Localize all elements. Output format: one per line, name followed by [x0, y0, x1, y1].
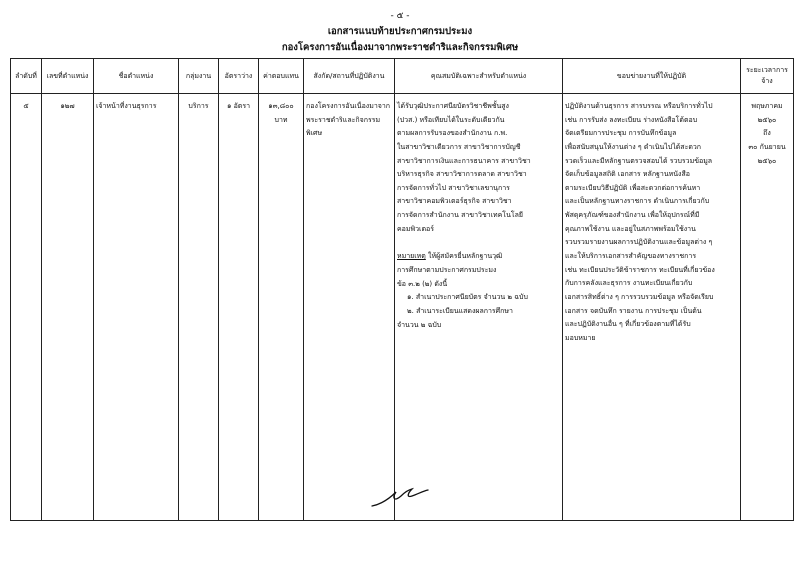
col-header-unit: สังกัด/สถานที่ปฏิบัติงาน: [304, 59, 395, 94]
cell-pay: ๑๓,๘๐๐ บาท: [259, 94, 304, 521]
table-row: [11, 94, 794, 521]
qual-line: สาขาวิชาการเงินและการธนาคาร สาขาวิชา: [397, 156, 531, 165]
duty-line: และเป็นหลักฐานทางราชการ ดำเนินการเกี่ยวกับ: [565, 197, 710, 206]
duty-line: พัสดุครุภัณฑ์ของสำนักงาน เพื่อให้อุปกรณ์ที่มี: [565, 211, 700, 220]
cell-no: ๕: [11, 94, 42, 521]
col-header-pay: ค่าตอบแทน: [259, 59, 304, 94]
table-header-row: [11, 59, 794, 94]
qual-line: คอมพิวเตอร์: [397, 224, 434, 233]
note-item: ๑. สำเนาประกาศนียบัตร จำนวน ๒ ฉบับ: [407, 293, 528, 302]
note-item: ๒. สำเนาระเบียนแสดงผลการศึกษา: [407, 306, 513, 315]
qual-line: สาขาวิชาคอมพิวเตอร์ธุรกิจ สาขาวิชา: [397, 197, 512, 206]
duty-line: มอบหมาย: [565, 333, 596, 342]
duty-line: ตามระเบียบวิธีปฏิบัติ เพื่อสะดวกต่อการค้นหา: [565, 183, 701, 192]
qual-line: ตามผลการรับรองของสำนักงาน ก.พ.: [397, 129, 508, 138]
col-header-duties: ขอบข่ายงานที่ให้ปฏิบัติ: [563, 59, 741, 94]
cell-qualifications: [395, 94, 563, 521]
col-header-position-name: ชื่อตำแหน่ง: [94, 59, 179, 94]
cell-unit: [304, 94, 395, 521]
qual-line: ได้รับวุฒิประกาศนียบัตรวิชาชีพชั้นสูง: [397, 102, 509, 110]
note-text: ให้ผู้สมัครยื่นหลักฐานวุฒิ: [425, 252, 503, 261]
col-header-position-no: เลขที่ตำแหน่ง: [42, 59, 94, 94]
col-header-vacancy: อัตราว่าง: [219, 59, 259, 94]
col-header-no: ลำดับที่: [11, 59, 42, 94]
duty-line: และให้บริการเอกสารสำคัญของทางราชการ: [565, 252, 697, 261]
duty-line: คุณภาพใช้งาน และอยู่ในสภาพพร้อมใช้งาน: [565, 224, 696, 233]
duty-line: เช่น การรับส่ง ลงทะเบียน ร่างหนังสือโต้ตอบ: [565, 115, 698, 124]
period-to: ถึง: [763, 129, 771, 138]
duty-line: เอกสาร จดบันทึก รายงาน การประชุม เป็นต้น: [565, 306, 702, 315]
cell-vacancy: ๑ อัตรา: [219, 94, 259, 521]
cell-duties: [563, 94, 741, 521]
duty-line: จัดเก็บข้อมูลสถิติ เอกสาร หลักฐานหนังสือ: [565, 170, 690, 179]
duty-line: ปฏิบัติงานด้านธุรการ สารบรรณ หรือบริการทั่วไป: [565, 102, 713, 110]
document-title: เอกสารแนบท้ายประกาศกรมประมง: [327, 26, 473, 37]
qual-line: ในสาขาวิชาเดียวการ สาขาวิชาการบัญชี: [397, 142, 521, 151]
duty-line: และปฏิบัติงานอื่น ๆ ที่เกี่ยวข้องตามที่ได้รับ: [565, 320, 691, 329]
duty-line: กับการคลังและธุรการ งานทะเบียนเกี่ยวกับ: [565, 279, 693, 288]
unit-line: กองโครงการอันเนื่องมาจาก: [306, 102, 391, 110]
qual-line: การจัดการสำนักงาน สาขาวิชาเทคโนโลยี: [397, 211, 524, 220]
cell-position-no: ๑๒๗: [42, 94, 94, 521]
col-header-group: กลุ่มงาน: [179, 59, 219, 94]
page-number: - ๕ -: [390, 11, 410, 21]
unit-line: พระราชดำริและกิจกรรมพิเศษ: [306, 115, 381, 138]
note-line: การศึกษาตามประกาศกรมประมง: [397, 266, 497, 275]
cell-group: บริการ: [179, 94, 219, 521]
qual-line: (ปวส.) หรือเทียบได้ในระดับเดียวกัน: [397, 115, 505, 124]
qual-line: บริหารธุรกิจ สาขาวิชาการตลาด สาขาวิชา: [397, 170, 527, 179]
duty-line: เพื่อสนับสนุนให้งานต่าง ๆ ดำเนินไปได้สะดวก: [565, 142, 702, 151]
cell-position-name: เจ้าหน้าที่งานธุรการ: [94, 94, 179, 521]
note-line: ข้อ ๓.๒ (๒) ดังนี้: [397, 279, 448, 288]
col-header-qualifications: คุณสมบัติเฉพาะสำหรับตำแหน่ง: [395, 59, 563, 94]
col-header-period: ระยะเวลาการจ้าง: [741, 59, 794, 94]
positions-table: [10, 58, 794, 521]
signature-mark: [368, 484, 430, 510]
document-subtitle: กองโครงการอันเนื่องมาจากพระราชดำริและกิจกรรมพิเศษ: [281, 42, 519, 53]
cell-period: [741, 94, 794, 521]
note-label: หมายเหตุ: [397, 252, 426, 261]
duty-line: รวดเร็วและมีหลักฐานตรวจสอบได้ รวบรวมข้อมูล: [565, 156, 713, 165]
qual-line: การจัดการทั่วไป สาขาวิชาเลขานุการ: [397, 183, 510, 192]
duty-line: จัดเตรียมการประชุม การบันทึกข้อมูล: [565, 129, 677, 138]
duty-line: รวบรวมรายงานผลการปฏิบัติงานและข้อมูลต่าง ๆ: [565, 238, 713, 247]
period-end: ๓๐ กันยายน ๒๕๖๐: [748, 142, 786, 165]
duty-line: เอกสารสิทธิ์ต่าง ๆ การรวบรวมข้อมูล หรือจัดเรียบ: [565, 292, 714, 301]
duty-line: เช่น ทะเบียนประวัติข้าราชการ ทะเบียนที่เกี่ยวข้อง: [565, 265, 715, 274]
period-start: พฤษภาคม ๒๕๖๐: [751, 102, 783, 124]
note-item: จำนวน ๒ ฉบับ: [397, 320, 442, 329]
note-heading: [397, 250, 560, 264]
